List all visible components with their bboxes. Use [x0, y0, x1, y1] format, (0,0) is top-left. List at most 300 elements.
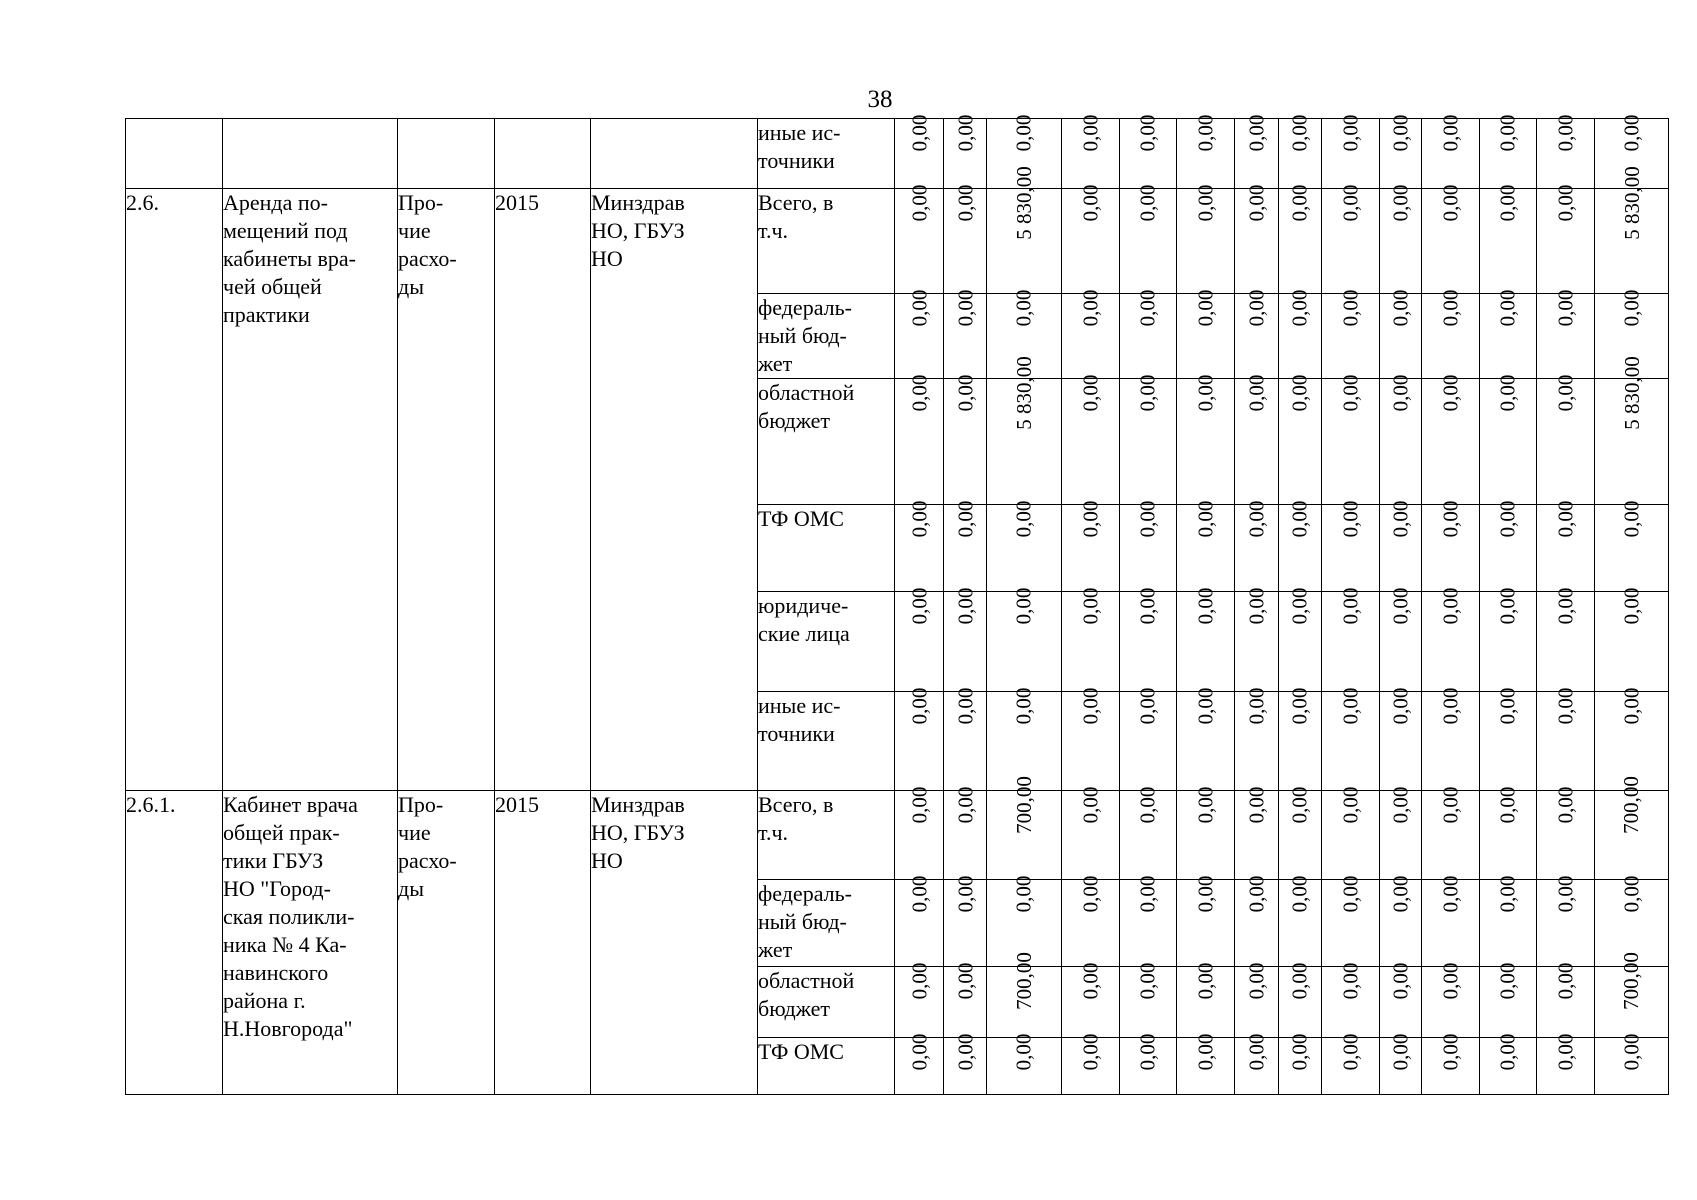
value-text: 0,00: [953, 786, 977, 824]
value-text: 0,00: [1193, 289, 1217, 327]
value-text: 0,00: [1438, 184, 1462, 222]
value-cell: [1061, 184, 1119, 294]
value-text: 0,00: [907, 289, 931, 327]
value-cell: [1234, 500, 1278, 592]
value-text: 0,00: [1287, 687, 1312, 725]
value-cell: [1278, 587, 1321, 692]
value-cell: [944, 786, 987, 880]
value-cell: [1234, 786, 1278, 880]
value-cell: [1176, 374, 1234, 505]
value-cell: [1479, 374, 1536, 505]
value-text: 0,00: [1244, 786, 1268, 824]
value-cell: [1061, 289, 1119, 379]
value-cell: [1536, 289, 1594, 379]
value-cell: [1321, 500, 1379, 592]
value-text: 0,00: [1011, 500, 1036, 538]
value-cell: [1421, 184, 1479, 294]
value-text: 0,00: [1338, 114, 1362, 152]
value-cell: [1119, 962, 1176, 1038]
funding-source-cell: ТФ ОМС: [758, 1038, 895, 1095]
value-cell: [1234, 875, 1278, 967]
expense-type-cell: Про- чие расхо- ды: [398, 189, 495, 791]
value-cell: [1234, 374, 1278, 505]
value-text: 0,00: [1193, 114, 1217, 152]
value-text: 0,00: [1619, 289, 1644, 327]
value-text: 0,00: [1011, 587, 1036, 625]
value-text: 0,00: [1011, 1033, 1036, 1071]
value-cell: [1594, 952, 1669, 1038]
value-text: 0,00: [1135, 184, 1160, 222]
value-text: 0,00: [1388, 500, 1412, 538]
value-text: 0,00: [1553, 687, 1577, 725]
value-text: 0,00: [1135, 962, 1160, 1000]
value-text: 0,00: [1388, 374, 1412, 412]
value-text: 0,00: [1078, 962, 1102, 1000]
value-cell: [1278, 374, 1321, 505]
value-text: 0,00: [1135, 114, 1160, 152]
value-text: 0,00: [1287, 374, 1312, 412]
value-text: 0,00: [1338, 500, 1362, 538]
value-cell: [1176, 1033, 1234, 1095]
value-text: 0,00: [953, 374, 977, 412]
value-cell: [1536, 587, 1594, 692]
value-cell: [944, 374, 987, 505]
value-text: 0,00: [907, 587, 931, 625]
value-text: 0,00: [1193, 500, 1217, 538]
funding-source-cell: ТФ ОМС: [758, 505, 895, 592]
value-text: 0,00: [1078, 374, 1102, 412]
value-cell: [1061, 1033, 1119, 1095]
value-cell: [944, 289, 987, 379]
value-text: 0,00: [1338, 687, 1362, 725]
value-text: 0,00: [1619, 500, 1644, 538]
value-text: 0,00: [1338, 289, 1362, 327]
funding-source-cell: федераль- ный бюд- жет: [758, 880, 895, 967]
value-cell: [1421, 786, 1479, 880]
value-text: 0,00: [1078, 687, 1102, 725]
value-cell: [1421, 114, 1479, 189]
value-cell: [1536, 374, 1594, 505]
value-text: 0,00: [907, 374, 931, 412]
value-cell: [987, 1033, 1062, 1095]
value-text: 0,00: [1135, 875, 1160, 913]
value-cell: [1536, 875, 1594, 967]
value-cell: [1594, 500, 1669, 592]
value-cell: [1176, 500, 1234, 592]
value-text: 5 830,00: [1011, 166, 1036, 240]
value-cell: [895, 1033, 944, 1095]
value-cell: [1119, 184, 1176, 294]
value-cell: [1176, 114, 1234, 189]
value-cell: [1119, 114, 1176, 189]
value-cell: [895, 114, 944, 189]
table-row: [126, 119, 1669, 189]
value-text: 0,00: [1287, 875, 1312, 913]
value-cell: [1594, 356, 1669, 505]
value-cell: [1278, 289, 1321, 379]
value-cell: [1379, 875, 1421, 967]
value-cell: [1379, 1033, 1421, 1095]
value-text: 0,00: [1244, 289, 1268, 327]
value-text: 0,00: [1011, 289, 1036, 327]
value-text: 0,00: [1495, 587, 1520, 625]
value-cell: [1479, 500, 1536, 592]
value-cell: [1321, 875, 1379, 967]
empty-cell: [591, 119, 758, 189]
value-cell: [1479, 786, 1536, 880]
page-number: 38: [867, 86, 893, 113]
value-cell: [1536, 184, 1594, 294]
value-text: 5 830,00: [1011, 356, 1036, 430]
funding-source-cell: областной бюджет: [758, 379, 895, 505]
value-cell: [1234, 1033, 1278, 1095]
value-cell: [1479, 687, 1536, 791]
value-cell: [1321, 1033, 1379, 1095]
value-text: 5 830,00: [1619, 356, 1644, 430]
value-cell: [1234, 687, 1278, 791]
value-text: 0,00: [1553, 1033, 1577, 1071]
value-text: 0,00: [1244, 962, 1268, 1000]
value-cell: [1479, 1033, 1536, 1095]
value-text: 0,00: [953, 184, 977, 222]
value-cell: [1278, 687, 1321, 791]
value-cell: [895, 687, 944, 791]
value-text: 0,00: [1495, 875, 1520, 913]
funding-source-cell: Всего, в т.ч.: [758, 791, 895, 880]
value-text: 0,00: [953, 289, 977, 327]
value-cell: [1234, 289, 1278, 379]
value-text: 0,00: [1438, 875, 1462, 913]
value-text: 0,00: [1287, 289, 1312, 327]
value-text: 0,00: [907, 875, 931, 913]
value-cell: [1119, 786, 1176, 880]
value-cell: [944, 587, 987, 692]
value-text: 0,00: [1135, 500, 1160, 538]
value-text: 0,00: [953, 962, 977, 1000]
value-cell: [1061, 687, 1119, 791]
value-text: 0,00: [1078, 114, 1102, 152]
value-text: 0,00: [1011, 687, 1036, 725]
value-cell: [944, 500, 987, 592]
value-text: 0,00: [1388, 114, 1412, 152]
value-text: 0,00: [1244, 687, 1268, 725]
value-text: 0,00: [1244, 184, 1268, 222]
value-cell: [1278, 114, 1321, 189]
value-cell: [1119, 687, 1176, 791]
value-cell: [944, 962, 987, 1038]
value-cell: [1379, 114, 1421, 189]
value-text: 0,00: [1135, 1033, 1160, 1071]
table-row: [126, 189, 1669, 294]
value-cell: [1479, 114, 1536, 189]
value-cell: [1421, 962, 1479, 1038]
value-text: 0,00: [1495, 184, 1520, 222]
value-cell: [1321, 962, 1379, 1038]
value-cell: [1278, 962, 1321, 1038]
value-text: 0,00: [1388, 875, 1412, 913]
value-cell: [1594, 1033, 1669, 1095]
value-text: 0,00: [1193, 786, 1217, 824]
value-text: 0,00: [907, 962, 931, 1000]
value-cell: [1479, 289, 1536, 379]
value-cell: [895, 500, 944, 592]
value-text: 0,00: [1193, 587, 1217, 625]
funding-source-cell: Всего, в т.ч.: [758, 189, 895, 294]
value-cell: [1321, 374, 1379, 505]
value-text: 0,00: [1244, 875, 1268, 913]
value-text: 0,00: [1135, 786, 1160, 824]
value-text: 0,00: [1553, 500, 1577, 538]
value-cell: [1421, 1033, 1479, 1095]
value-cell: [895, 374, 944, 505]
value-cell: [1379, 289, 1421, 379]
value-text: 0,00: [1011, 875, 1036, 913]
value-text: 0,00: [1438, 374, 1462, 412]
value-text: 0,00: [1287, 114, 1312, 152]
value-text: 5 830,00: [1619, 166, 1644, 240]
value-text: 0,00: [1193, 687, 1217, 725]
value-text: 0,00: [953, 114, 977, 152]
value-cell: [1421, 289, 1479, 379]
value-cell: [1321, 687, 1379, 791]
value-text: 0,00: [1338, 184, 1362, 222]
value-cell: [1278, 875, 1321, 967]
value-cell: [944, 875, 987, 967]
value-text: 0,00: [1338, 786, 1362, 824]
value-cell: [1321, 184, 1379, 294]
value-cell: [1421, 587, 1479, 692]
value-text: 0,00: [1338, 1033, 1362, 1071]
value-text: 0,00: [1438, 114, 1462, 152]
value-cell: [987, 776, 1062, 880]
value-text: 0,00: [907, 687, 931, 725]
value-text: 0,00: [1287, 786, 1312, 824]
value-cell: [1536, 1033, 1594, 1095]
value-text: 0,00: [1244, 587, 1268, 625]
table-body: [126, 114, 1669, 1095]
value-cell: [1479, 962, 1536, 1038]
value-cell: [1379, 374, 1421, 505]
value-cell: [987, 500, 1062, 592]
value-cell: [1234, 184, 1278, 294]
value-cell: [1379, 786, 1421, 880]
value-cell: [1421, 500, 1479, 592]
value-text: 0,00: [1135, 587, 1160, 625]
item-number-cell: 2.6.: [126, 189, 223, 791]
value-text: 0,00: [1244, 500, 1268, 538]
value-text: 0,00: [1287, 184, 1312, 222]
value-text: 0,00: [1619, 114, 1644, 152]
value-cell: [1061, 500, 1119, 592]
value-text: 0,00: [1287, 587, 1312, 625]
value-text: 0,00: [1287, 1033, 1312, 1071]
value-text: 0,00: [1495, 1033, 1520, 1071]
value-cell: [987, 356, 1062, 505]
value-text: 0,00: [1388, 289, 1412, 327]
value-text: 0,00: [1619, 1033, 1644, 1071]
value-cell: [1421, 875, 1479, 967]
value-cell: [1234, 587, 1278, 692]
value-cell: [1278, 1033, 1321, 1095]
item-number-cell: 2.6.1.: [126, 791, 223, 1095]
value-cell: [1594, 166, 1669, 294]
expense-type-cell: Про- чие расхо- ды: [398, 791, 495, 1095]
value-text: 0,00: [1438, 289, 1462, 327]
value-cell: [1061, 374, 1119, 505]
value-text: 0,00: [1244, 374, 1268, 412]
item-name-cell: Кабинет врача общей прак- тики ГБУЗ НО "Город- ская поликли- ника № 4 Ка- навинского района г. Н.Новгорода": [223, 791, 398, 1095]
value-text: 0,00: [953, 687, 977, 725]
value-text: 0,00: [1553, 587, 1577, 625]
value-cell: [1321, 786, 1379, 880]
value-text: 0,00: [1193, 374, 1217, 412]
empty-cell: [495, 119, 591, 189]
value-text: 0,00: [1553, 114, 1577, 152]
value-text: 0,00: [1495, 962, 1520, 1000]
value-cell: [987, 587, 1062, 692]
value-text: 700,00: [1619, 776, 1644, 834]
value-cell: [895, 289, 944, 379]
value-cell: [1479, 875, 1536, 967]
value-cell: [1061, 875, 1119, 967]
value-text: 0,00: [1495, 374, 1520, 412]
funding-source-cell: федераль- ный бюд- жет: [758, 294, 895, 379]
value-cell: [1321, 587, 1379, 692]
value-text: 0,00: [1553, 962, 1577, 1000]
value-text: 0,00: [1193, 1033, 1217, 1071]
value-text: 0,00: [1078, 587, 1102, 625]
value-text: 0,00: [1553, 289, 1577, 327]
value-text: 0,00: [1244, 1033, 1268, 1071]
value-cell: [987, 166, 1062, 294]
value-cell: [1176, 786, 1234, 880]
value-text: 0,00: [907, 114, 931, 152]
executor-cell: Минздрав НО, ГБУЗ НО: [591, 791, 758, 1095]
value-text: 0,00: [1078, 184, 1102, 222]
value-cell: [1594, 776, 1669, 880]
value-cell: [1061, 786, 1119, 880]
value-cell: [1536, 687, 1594, 791]
value-text: 0,00: [1135, 687, 1160, 725]
value-cell: [1119, 875, 1176, 967]
value-cell: [1119, 1033, 1176, 1095]
year-cell: 2015: [495, 791, 591, 1095]
value-text: 0,00: [1495, 687, 1520, 725]
value-text: 0,00: [1438, 500, 1462, 538]
value-text: 0,00: [1619, 687, 1644, 725]
value-text: 0,00: [1438, 587, 1462, 625]
value-text: 0,00: [1619, 587, 1644, 625]
value-cell: [1379, 687, 1421, 791]
value-text: 700,00: [1619, 952, 1644, 1010]
value-cell: [895, 587, 944, 692]
value-cell: [1234, 114, 1278, 189]
value-cell: [944, 184, 987, 294]
value-cell: [1061, 962, 1119, 1038]
value-cell: [1379, 962, 1421, 1038]
value-cell: [1119, 587, 1176, 692]
value-text: 0,00: [1338, 875, 1362, 913]
value-text: 0,00: [1438, 687, 1462, 725]
funding-source-cell: иные ис- точники: [758, 119, 895, 189]
value-text: 0,00: [1338, 587, 1362, 625]
value-text: 0,00: [1438, 1033, 1462, 1071]
value-text: 0,00: [1388, 184, 1412, 222]
value-cell: [895, 962, 944, 1038]
value-cell: [1278, 786, 1321, 880]
value-cell: [1536, 962, 1594, 1038]
value-cell: [1119, 289, 1176, 379]
value-cell: [1379, 500, 1421, 592]
value-cell: [1278, 500, 1321, 592]
value-cell: [1421, 374, 1479, 505]
funding-source-cell: юридиче- ские лица: [758, 592, 895, 692]
value-text: 700,00: [1011, 952, 1036, 1010]
value-text: 0,00: [1193, 184, 1217, 222]
budget-table: [125, 114, 1669, 1095]
value-text: 0,00: [1287, 500, 1312, 538]
value-cell: [1061, 587, 1119, 692]
value-cell: [1176, 289, 1234, 379]
value-text: 0,00: [1287, 962, 1312, 1000]
value-text: 0,00: [907, 184, 931, 222]
value-cell: [1536, 114, 1594, 189]
empty-cell: [223, 119, 398, 189]
value-cell: [1479, 184, 1536, 294]
value-text: 0,00: [1078, 289, 1102, 327]
value-text: 0,00: [1011, 114, 1036, 152]
value-text: 0,00: [1135, 289, 1160, 327]
value-cell: [1479, 587, 1536, 692]
value-text: 0,00: [907, 786, 931, 824]
value-text: 0,00: [1244, 114, 1268, 152]
value-cell: [1536, 786, 1594, 880]
value-text: 0,00: [1495, 500, 1520, 538]
value-text: 0,00: [1338, 962, 1362, 1000]
value-text: 0,00: [1553, 875, 1577, 913]
value-cell: [1379, 184, 1421, 294]
value-cell: [1379, 587, 1421, 692]
value-text: 0,00: [953, 1033, 977, 1071]
item-name-cell: Аренда по- мещений под кабинеты вра- чей общей практики: [223, 189, 398, 791]
value-cell: [1176, 687, 1234, 791]
value-text: 0,00: [1388, 587, 1412, 625]
value-cell: [1119, 374, 1176, 505]
empty-cell: [126, 119, 223, 189]
value-text: 0,00: [1438, 786, 1462, 824]
value-cell: [1536, 500, 1594, 592]
value-cell: [1119, 500, 1176, 592]
value-text: 0,00: [1193, 875, 1217, 913]
value-text: 0,00: [953, 500, 977, 538]
value-text: 0,00: [1388, 687, 1412, 725]
value-text: 0,00: [1495, 114, 1520, 152]
value-cell: [1278, 184, 1321, 294]
value-text: 0,00: [1495, 289, 1520, 327]
value-cell: [987, 952, 1062, 1038]
value-text: 0,00: [1388, 962, 1412, 1000]
value-text: 0,00: [1135, 374, 1160, 412]
year-cell: 2015: [495, 189, 591, 791]
value-cell: [1321, 289, 1379, 379]
funding-source-cell: иные ис- точники: [758, 692, 895, 791]
value-text: 0,00: [1553, 374, 1577, 412]
value-text: 0,00: [1619, 875, 1644, 913]
value-text: 0,00: [1078, 500, 1102, 538]
value-text: 0,00: [1553, 184, 1577, 222]
value-text: 0,00: [1078, 1033, 1102, 1071]
table-row: [126, 791, 1669, 880]
